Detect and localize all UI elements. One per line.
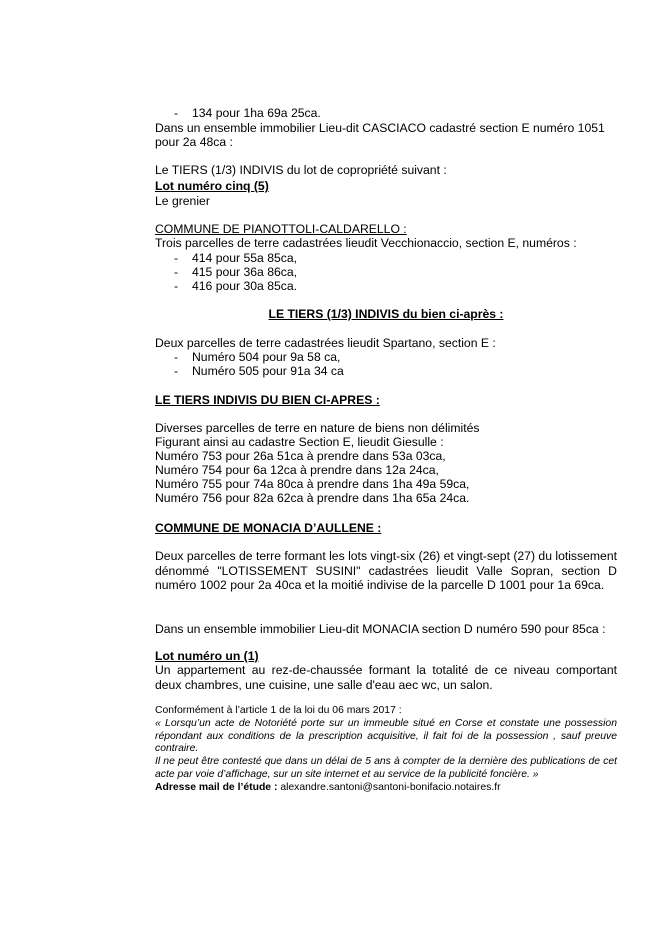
text-line: pour 2a 48ca :: [155, 135, 233, 149]
email-line: [155, 782, 501, 795]
text-line: Le TIERS (1/3) INDIVIS du lot de copropriété suivant :: [155, 163, 447, 177]
list-item: - 416 pour 30a 85ca.: [174, 279, 298, 293]
text-line: Numéro 754 pour 6a 12ca à prendre dans 12a 24ca,: [155, 463, 439, 477]
legal-quote: Il ne peut être contesté que dans un délai de 5 ans à compter de la dernière des publications de cet acte par voie d’affichage, sur un site internet et au service de la publicité foncière. »: [155, 756, 617, 780]
legal-quote: « Lorsqu’un acte de Notoriété porte sur un immeuble situé en Corse et constate une possession répondant aux conditions de la prescription acquisitive, il fait foi de la possession , sauf preuve contraire.: [155, 718, 617, 755]
lot-title: Lot numéro un (1): [155, 649, 259, 663]
text-line: Numéro 755 pour 74a 80ca à prendre dans 1ha 49a 59ca,: [155, 477, 470, 491]
list-item-text: Numéro 504 pour 9a 58 ca,: [192, 350, 341, 364]
text-line: Numéro 756 pour 82a 62ca à prendre dans 1ha 65a 24ca.: [155, 491, 470, 505]
list-item-text: 134 pour 1ha 69a 25ca.: [192, 106, 321, 120]
list-item-text: 416 pour 30a 85ca.: [192, 279, 298, 293]
list-item-text: 415 pour 36a 86ca,: [192, 265, 298, 279]
section-heading: LE TIERS (1/3) INDIVIS du bien ci-après :: [268, 307, 504, 321]
list-item: - 415 pour 36a 86ca,: [174, 265, 298, 279]
text-line: Dans un ensemble immobilier Lieu-dit CASCIACO cadastré section E numéro 1051: [155, 121, 605, 135]
text-line: Numéro 753 pour 26a 51ca à prendre dans 53a 03ca,: [155, 449, 446, 463]
email-label: Adresse mail de l’étude :: [155, 782, 278, 793]
text-line: Trois parcelles de terre cadastrées lieudit Vecchionaccio, section E, numéros :: [155, 236, 577, 250]
list-item: - Numéro 504 pour 9a 58 ca,: [174, 350, 341, 364]
paragraph: Deux parcelles de terre formant les lots vingt-six (26) et vingt-sept (27) du lotissement dénommé "LOTISSEMENT SUSINI" cadastrées lieudit Valle Sopran, section D numéro 1002 pour 2a 40ca et la moitié indivise de la parcelle D 1001 pour 1a 69ca.: [155, 549, 617, 593]
list-item: - 134 pour 1ha 69a 25ca.: [174, 106, 321, 120]
commune-heading: COMMUNE DE MONACIA D’AULLENE :: [155, 521, 382, 535]
list-item-text: Numéro 505 pour 91a 34 ca: [192, 364, 344, 378]
list-item: - 414 pour 55a 85ca,: [174, 251, 298, 265]
text-line: Dans un ensemble immobilier Lieu-dit MONACIA section D numéro 590 pour 85ca :: [155, 622, 606, 636]
email-address: alexandre.santoni@santoni-bonifacio.notaires.fr: [280, 782, 501, 793]
list-item-text: 414 pour 55a 85ca,: [192, 251, 298, 265]
lot-title: Lot numéro cinq (5): [155, 179, 269, 193]
section-heading: LE TIERS INDIVIS DU BIEN CI-APRES :: [155, 393, 380, 407]
paragraph: Un appartement au rez-de-chaussée formant la totalité de ce niveau comportant deux chambres, une cuisine, une salle d'eau aec wc, un salon.: [155, 663, 617, 692]
text-line: Diverses parcelles de terre en nature de biens non délimités: [155, 421, 480, 435]
list-item: - Numéro 505 pour 91a 34 ca: [174, 364, 344, 378]
lot-description: Le grenier: [155, 194, 210, 208]
commune-heading: COMMUNE DE PIANOTTOLI-CALDARELLO :: [155, 222, 407, 236]
legal-notice-intro: Conformément à l’article 1 de la loi du 06 mars 2017 :: [155, 705, 402, 716]
text-line: Figurant ainsi au cadastre Section E, lieudit Giesulle :: [155, 435, 444, 449]
text-line: Deux parcelles de terre cadastrées lieudit Spartano, section E :: [155, 336, 496, 350]
